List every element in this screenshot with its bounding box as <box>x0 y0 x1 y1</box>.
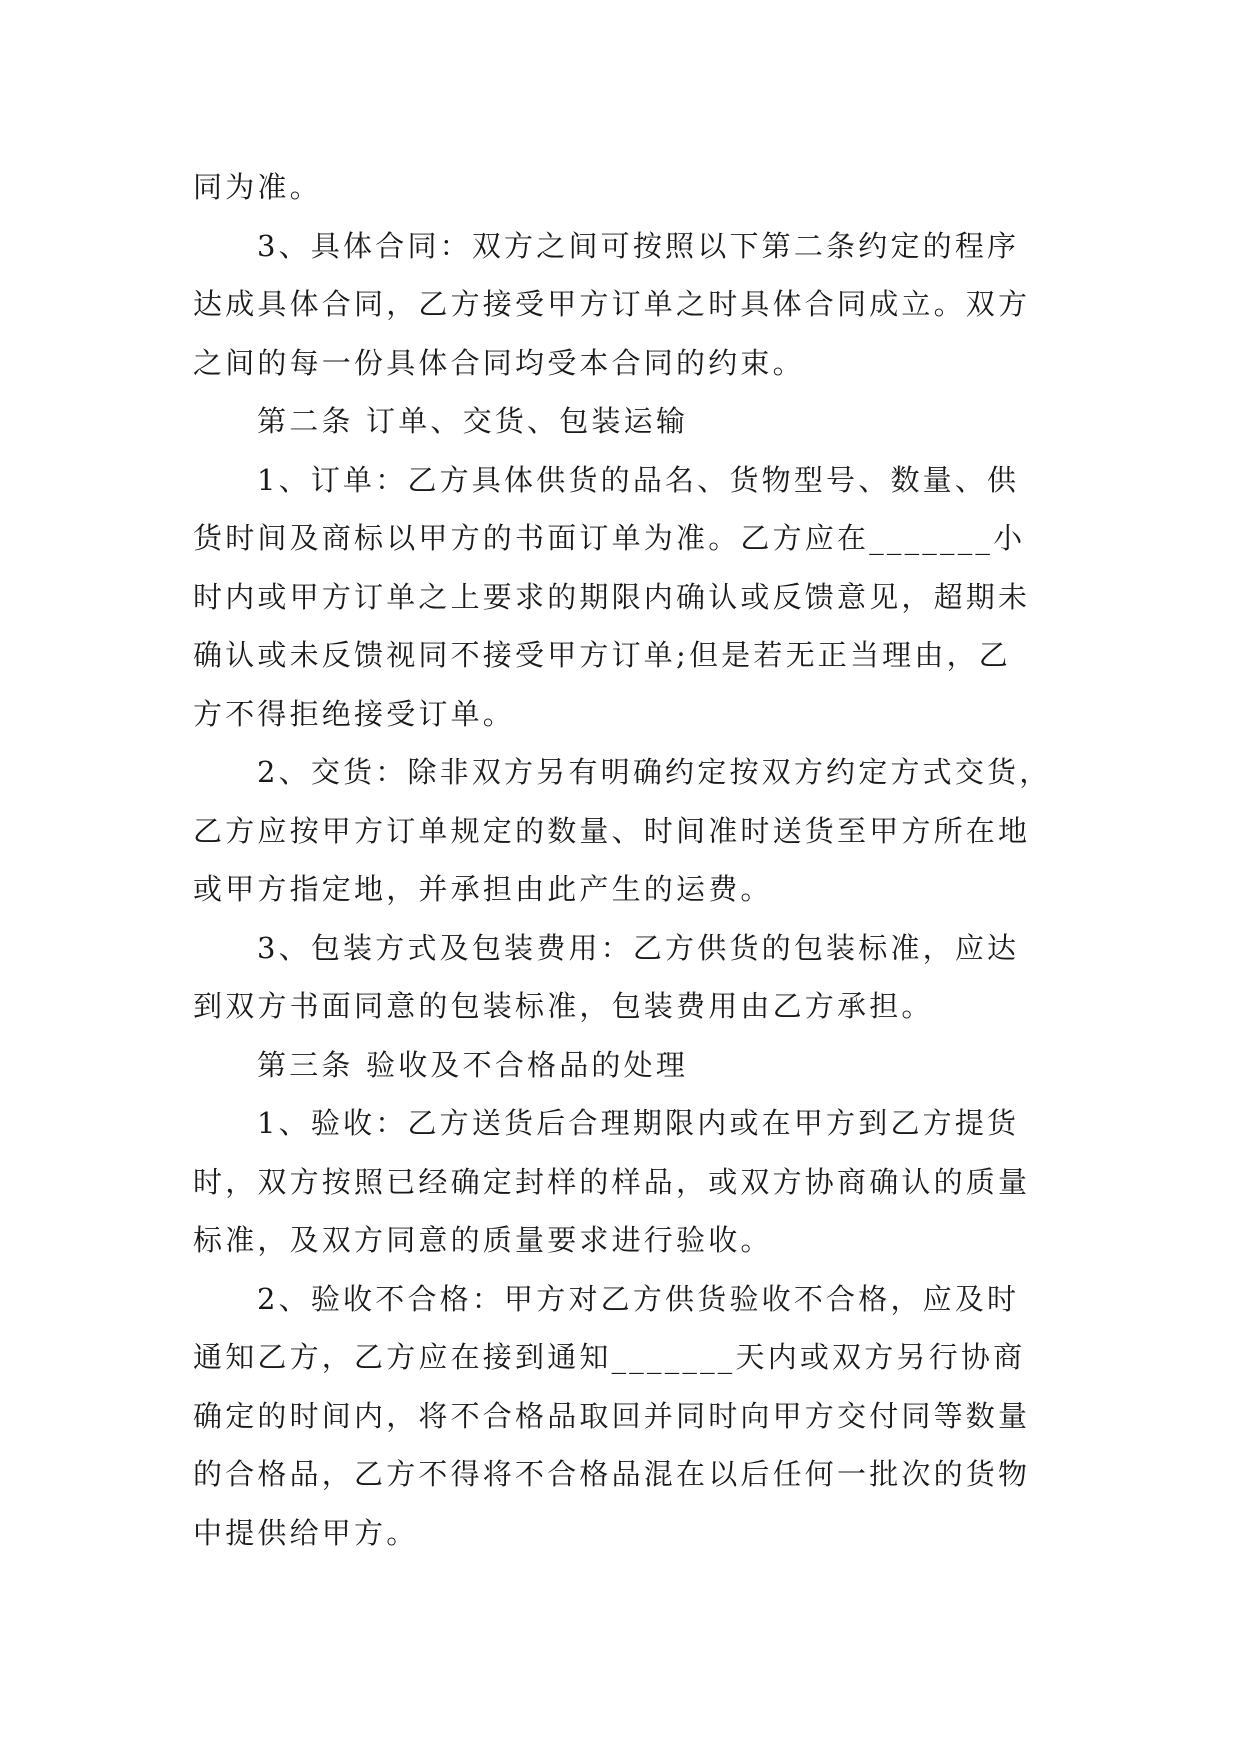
section-heading: 第三条 验收及不合格品的处理 <box>257 1047 689 1082</box>
text-line: 标准，及双方同意的质量要求进行验收。 <box>193 1223 773 1257</box>
text-line: 乙方应按甲方订单规定的数量、时间准时送货至甲方所在地 <box>193 813 1031 848</box>
text-line: 1、订单：乙方具体供货的品名、货物型号、数量、供 <box>257 462 1020 497</box>
text-line: 方不得拒绝接受订单。 <box>193 696 516 731</box>
text-line: 确定的时间内，将不合格品取回并同时向甲方交付同等数量 <box>193 1398 1031 1433</box>
text-line: 达成具体合同，乙方接受甲方订单之时具体合同成立。双方 <box>193 287 1031 321</box>
section-heading: 第二条 订单、交货、包装运输 <box>257 404 689 438</box>
text-line: 中提供给甲方。 <box>193 1515 419 1550</box>
text-line: 1、验收：乙方送货后合理期限内或在甲方到乙方提货 <box>257 1106 1020 1140</box>
text-line: 3、具体合同：双方之间可按照以下第二条约定的程序 <box>257 228 1020 263</box>
text-line: 货时间及商标以甲方的书面订单为准。乙方应在_______小 <box>193 521 1026 555</box>
text-line: 的合格品，乙方不得将不合格品混在以后任何一批次的货物 <box>193 1457 1031 1491</box>
text-line: 或甲方指定地，并承担由此产生的运费。 <box>193 872 773 906</box>
text-line: 2、交货：除非双方另有明确约定按双方约定方式交货， <box>257 755 1052 789</box>
contract-body-text <box>193 158 1061 1562</box>
text-line: 2、验收不合格：甲方对乙方供货验收不合格，应及时 <box>257 1281 1020 1316</box>
text-line: 确认或未反馈视同不接受甲方订单;但是若无正当理由，乙 <box>193 638 1011 672</box>
text-line: 到双方书面同意的包装标准，包装费用由乙方承担。 <box>193 989 934 1023</box>
text-line: 之间的每一份具体合同均受本合同的约束。 <box>193 345 805 380</box>
text-line: 3、包装方式及包装费用：乙方供货的包装标准，应达 <box>257 930 1020 965</box>
text-line: 时，双方按照已经确定封样的样品，或双方协商确认的质量 <box>193 1164 1031 1199</box>
text-line: 通知乙方，乙方应在接到通知_______天内或双方另行协商 <box>193 1340 1026 1374</box>
text-line: 时内或甲方订单之上要求的期限内确认或反馈意见，超期未 <box>193 579 1031 614</box>
text-line: 同为准。 <box>193 170 322 204</box>
